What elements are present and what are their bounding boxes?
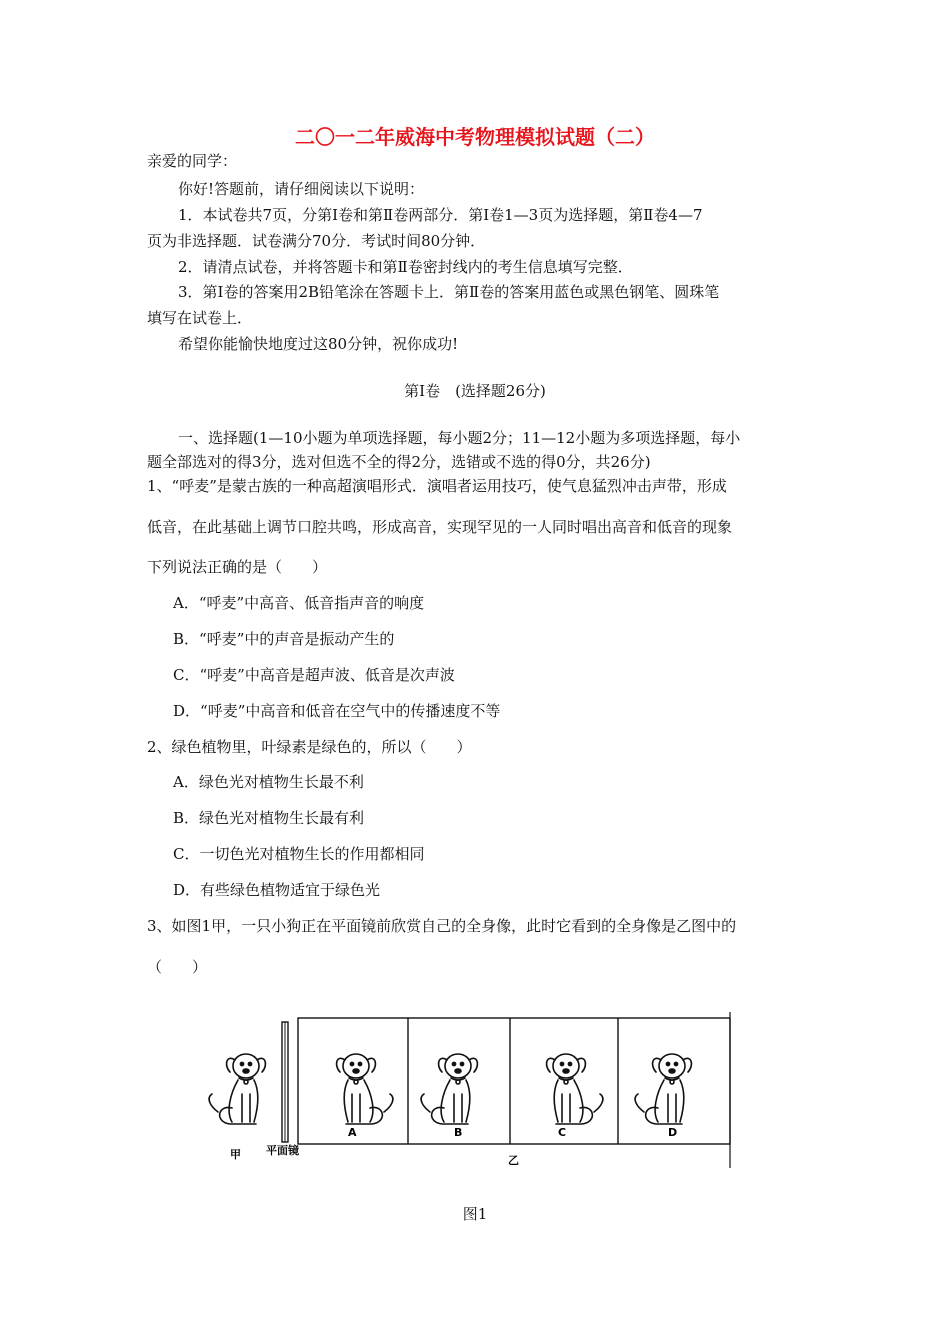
instruction-1-line-1: 1．本试卷共7页，分第Ⅰ卷和第Ⅱ卷两部分．第Ⅰ卷1—3页为选择题，第Ⅱ卷4—7 — [178, 206, 703, 224]
dog-panel-d — [635, 1054, 691, 1124]
label-jia: 甲 — [230, 1148, 241, 1161]
q2-option-b: B．绿色光对植物生长最有利 — [173, 809, 365, 827]
panel-label-c: C — [558, 1126, 567, 1139]
instruction-3-line-1: 3．第Ⅰ卷的答案用2B铅笔涂在答题卡上．第Ⅱ卷的答案用蓝色或黑色钢笔、圆珠笔 — [178, 283, 720, 301]
q2-stem: 2、绿色植物里，叶绿素是绿色的，所以（ ） — [147, 738, 472, 756]
panel-label-b: B — [454, 1126, 463, 1139]
q1-stem-line-3: 下列说法正确的是（ ） — [147, 558, 328, 576]
exam-title: 二〇一二年威海中考物理模拟试题（二） — [295, 125, 655, 149]
q1-option-c: C．“呼麦”中高音是超声波、低音是次声波 — [173, 666, 455, 684]
dog-panel-b — [421, 1054, 477, 1124]
panels-frame — [298, 1018, 730, 1144]
q2-option-c: C．一切色光对植物生长的作用都相同 — [173, 845, 425, 863]
wish-line: 希望你能愉快地度过这80分钟，祝你成功! — [178, 335, 459, 353]
q3-stem-line-1: 3、如图1甲，一只小狗正在平面镜前欣赏自己的全身像，此时它看到的全身像是乙图中的 — [147, 917, 737, 935]
q1-stem-line-2: 低音，在此基础上调节口腔共鸣，形成高音，实现罕见的一人同时唱出高音和低音的现象 — [147, 518, 733, 536]
q1-option-b: B．“呼麦”中的声音是振动产生的 — [173, 630, 395, 648]
q1-stem-line-1: 1、“呼麦”是蒙古族的一种高超演唱形式．演唱者运用技巧，使气息猛烈冲击声带，形成 — [147, 477, 727, 495]
instruction-2: 2．请清点试卷，并将答题卡和第Ⅱ卷密封线内的考生信息填写完整． — [178, 258, 633, 276]
figure-caption: 图1 — [462, 1205, 488, 1223]
figure-1-drawing — [188, 1012, 736, 1172]
q3-stem-line-2: （ ） — [147, 958, 208, 976]
dog-panel-a — [337, 1054, 393, 1124]
instruction-1-line-2: 页为非选择题．试卷满分70分．考试时间80分钟． — [147, 232, 486, 250]
label-yi: 乙 — [508, 1154, 519, 1167]
figure-1 — [188, 1012, 736, 1172]
panel-label-a: A — [348, 1126, 357, 1139]
panel-label-d: D — [668, 1126, 678, 1139]
q1-option-d: D．“呼麦”中高音和低音在空气中的传播速度不等 — [173, 702, 501, 720]
part1-heading: 第Ⅰ卷 (选择题26分) — [404, 382, 546, 400]
dog-original — [209, 1054, 265, 1124]
instruction-3-line-2: 填写在试卷上． — [147, 309, 253, 327]
q2-option-d: D．有些绿色植物适宜于绿色光 — [173, 881, 381, 899]
label-mirror: 平面镜 — [266, 1144, 299, 1157]
hello-line: 你好!答题前，请仔细阅读以下说明： — [178, 180, 425, 198]
greeting: 亲爱的同学： — [147, 152, 238, 170]
q2-option-a: A．绿色光对植物生长最不利 — [173, 773, 364, 791]
section1-line-2: 题全部选对的得3分，选对但选不全的得2分，选错或不选的得0分，共26分) — [147, 453, 651, 471]
section1-line-1: 一、选择题(1—10小题为单项选择题，每小题2分；11—12小题为多项选择题，每小 — [178, 429, 741, 447]
q1-option-a: A．“呼麦”中高音、低音指声音的响度 — [173, 594, 425, 612]
dog-panel-c — [547, 1054, 603, 1124]
